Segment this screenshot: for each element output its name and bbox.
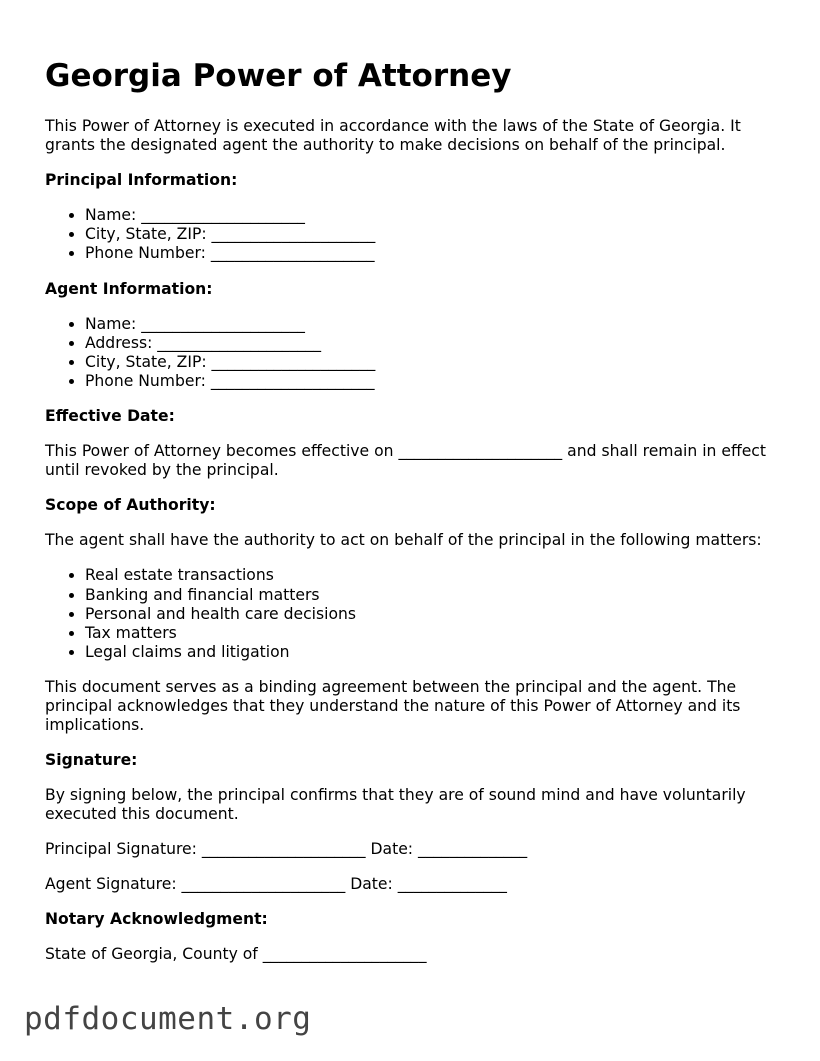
signature-heading: Signature: (45, 751, 138, 770)
principal-name-field: • Name: _____________________ (85, 206, 780, 225)
scope-item: • Legal claims and litigation (85, 643, 780, 662)
binding-agreement-paragraph: This document serves as a binding agreement between the principal and the agent. The principal acknowledges that they understand the nature of this Power of Attorney and its implications. (45, 678, 741, 735)
intro-paragraph: This Power of Attorney is executed in accordance with the laws of the State of Georgia. It grants the designated agent the authority to make decisions on behalf of the principal. (45, 117, 741, 154)
effective-date-heading: Effective Date: (45, 407, 175, 426)
scope-intro-paragraph: The agent shall have the authority to act on behalf of the principal in the following matters: (45, 531, 762, 550)
effective-date-paragraph: This Power of Attorney becomes effective on _____________________ and shall remain in effect until revoked by the principal. (45, 442, 766, 480)
principal-signature-line: Principal Signature: _____________________ Date: ______________ (45, 840, 528, 859)
site-watermark: pdfdocument.org (24, 1001, 312, 1037)
document-page (45, 54, 780, 980)
agent-phone-field: • Phone Number: _____________________ (85, 372, 780, 391)
notary-heading: Notary Acknowledgment: (45, 910, 268, 929)
scope-items-list (45, 566, 780, 662)
scope-item: • Tax matters (85, 624, 780, 643)
scope-item: • Banking and financial matters (85, 586, 780, 605)
agent-signature-line: Agent Signature: _____________________ Date: ______________ (45, 875, 507, 894)
scope-heading: Scope of Authority: (45, 496, 216, 515)
agent-fields-list (45, 315, 780, 392)
agent-city-field: • City, State, ZIP: _____________________ (85, 353, 780, 372)
agent-name-field: • Name: _____________________ (85, 315, 780, 334)
principal-fields-list (45, 206, 780, 264)
scope-item: • Real estate transactions (85, 566, 780, 585)
agent-heading: Agent Information: (45, 279, 213, 298)
principal-phone-field: • Phone Number: _____________________ (85, 244, 780, 263)
document-title: Georgia Power of Attorney (45, 58, 512, 94)
signature-statement: By signing below, the principal confirms that they are of sound mind and have voluntarily executed this document. (45, 786, 746, 824)
agent-address-field: • Address: _____________________ (85, 334, 780, 353)
notary-county-line: State of Georgia, County of _____________________ (45, 945, 427, 964)
principal-city-field: • City, State, ZIP: _____________________ (85, 225, 780, 244)
principal-heading: Principal Information: (45, 171, 238, 189)
scope-item: • Personal and health care decisions (85, 605, 780, 624)
